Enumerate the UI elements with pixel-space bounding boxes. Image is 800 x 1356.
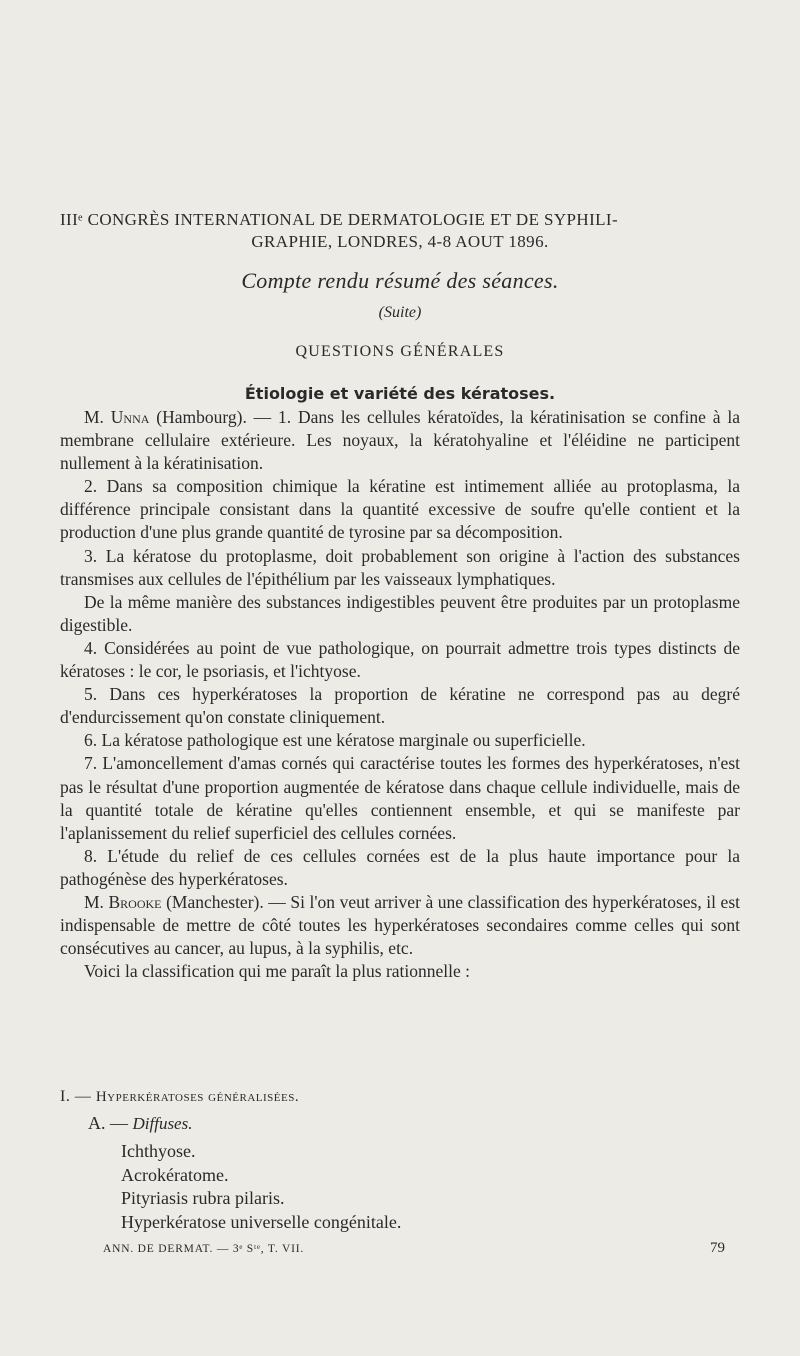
classification-heading: I. — Hyperkératoses généralisées.	[60, 1088, 300, 1105]
paragraph: 7. L'amoncellement d'amas cornés qui caractérise toutes les formes des hyperkératoses, n'est pas le résultat d'une proportion augmentée de kératose dans chaque cellule individuelle, mais de la quantité totale de kératine qu'elles contiennent ensemble, et qui se manifeste par l'aplanissement du relief superficiel des cellules cornées.	[60, 753, 740, 843]
subtitle: Compte rendu résumé des séances.	[241, 268, 559, 293]
suite-label: (Suite)	[378, 304, 422, 321]
section-title: QUESTIONS GÉNÉRALES	[295, 343, 505, 360]
list-item: Ichthyose.	[121, 1141, 196, 1161]
paragraph: 5. Dans ces hyperkératoses la proportion de kératine ne correspond pas au degré d'endurcissement qu'on constate cliniquement.	[60, 684, 740, 728]
list-item: Hyperkératose universelle congénitale.	[121, 1211, 402, 1232]
page-number: 79	[710, 1240, 725, 1256]
header-line-1: IIIᵉ CONGRÈS INTERNATIONAL DE DERMATOLOGIE ET DE SYPHILI-	[60, 210, 619, 229]
classification-items	[121, 1140, 741, 1234]
congress-header	[60, 209, 740, 253]
paragraph: 8. L'étude du relief de ces cellules cornées est de la plus haute importance pour la pathogénèse des hyperkératoses.	[60, 845, 740, 889]
topic-heading: Étiologie et variété des kératoses.	[244, 384, 556, 403]
author-name: Unna	[110, 407, 150, 427]
body-text	[60, 406, 740, 983]
paragraph: 2. Dans sa composition chimique la kératine est intimement alliée au protoplasma, la différence principale consistant dans la quantité excessive de soufre qu'elle contient et la production d'une plus grande quantité de tyrosine par sa décomposition.	[60, 476, 740, 543]
paragraph: Voici la classification qui me paraît la plus rationnelle :	[84, 961, 471, 982]
list-item: Pityriasis rubra pilaris.	[121, 1188, 285, 1208]
classification-subheading: A. — Diffuses.	[88, 1113, 193, 1133]
paragraph: 4. Considérées au point de vue pathologique, on pourrait admettre trois types distincts de kératoses : le cor, le psoriasis, et l'ichtyose.	[60, 637, 740, 682]
paragraph: De la même manière des substances indigestibles peuvent être produites par un protoplasme digestible.	[60, 591, 740, 635]
journal-footer: ANN. DE DERMAT. — 3ᵉ Sᵗᵉ, T. VII.	[103, 1243, 305, 1255]
paragraph: 6. La kératose pathologique est une kératose marginale ou superficielle.	[84, 730, 586, 751]
paragraph: M. Brooke (Manchester). — Si l'on veut arriver à une classification des hyperkératoses, il est indispensable de mettre de côté toutes les hyperkératoses secondaires comme celles qui sont consécutives au cancer, au lupus, à la syphilis, etc.	[60, 891, 740, 959]
paragraph: M. Unna (Hambourg). — 1. Dans les cellules kératoïdes, la kératinisation se confine à la membrane cellulaire extérieure. Les noyaux, la kératohyaline et l'éléidine ne participent nullement à la kératinisation.	[60, 407, 741, 474]
list-item: Acrokératome.	[121, 1164, 229, 1185]
paragraph: 3. La kératose du protoplasme, doit probablement son origine à l'action des substances transmises aux cellules de l'épithélium par les vaisseaux lymphatiques.	[60, 545, 740, 589]
header-line-2: GRAPHIE, LONDRES, 4-8 AOUT 1896.	[251, 232, 549, 251]
author-name: Brooke	[108, 891, 162, 912]
